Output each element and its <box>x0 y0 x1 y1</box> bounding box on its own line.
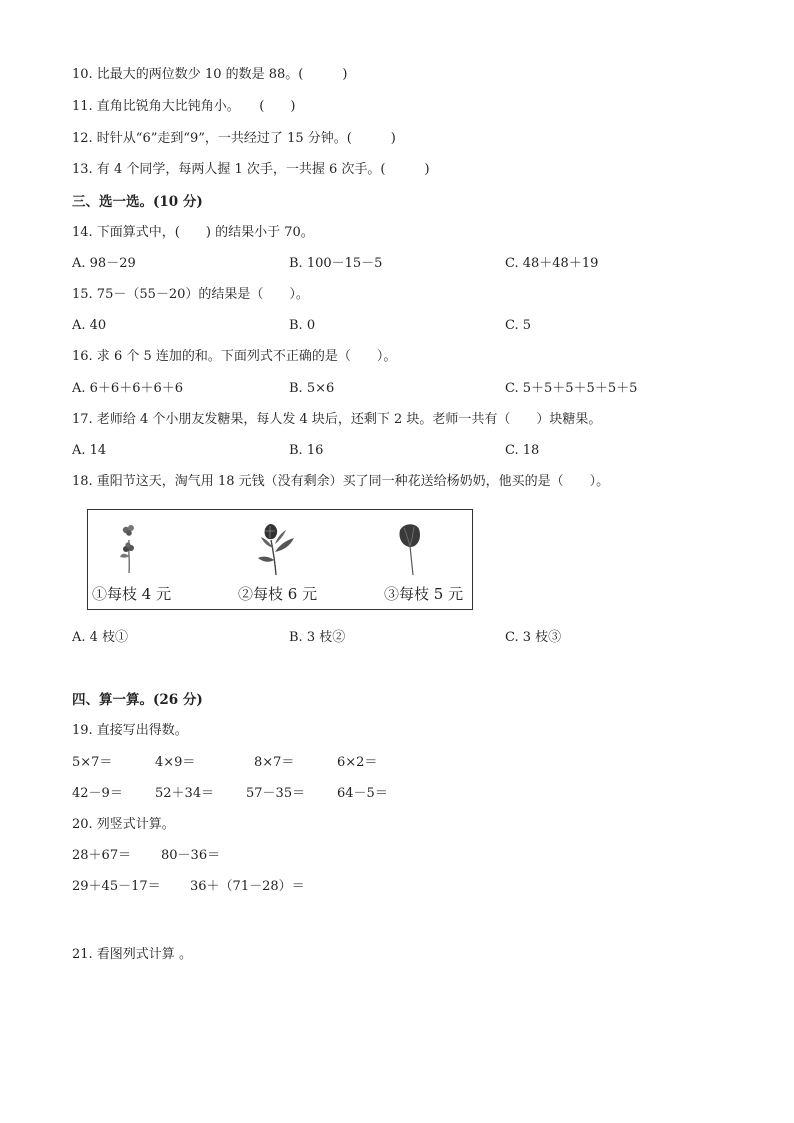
vertical-calc-item: 28＋67＝ <box>72 848 132 863</box>
question-14-option-c: C. 48＋48＋19 <box>505 256 599 271</box>
vertical-calc-item: 80－36＝ <box>161 848 221 863</box>
question-11: 11. 直角比锐角大比钝角小。 ( ) <box>72 99 296 114</box>
flower-1-price: ①每枝 4 元 <box>92 585 172 603</box>
question-18-option-c: C. 3 枝③ <box>505 630 562 645</box>
oral-calc-item: 6×2＝ <box>337 755 378 770</box>
oral-calc-item: 8×7＝ <box>254 755 295 770</box>
question-18-option-a: A. 4 枝① <box>72 630 129 645</box>
oral-calc-item: 52＋34＝ <box>155 786 215 801</box>
question-18-option-b: B. 3 枝② <box>289 630 346 645</box>
question-17-option-b: B. 16 <box>289 443 324 458</box>
question-12: 12. 时针从“6”走到“9”，一共经过了 15 分钟。( ) <box>72 131 396 146</box>
question-13: 13. 有 4 个同学，每两人握 1 次手，一共握 6 次手。( ) <box>72 162 430 177</box>
vertical-calc-item: 29＋45－17＝ <box>72 879 161 894</box>
question-19-stem: 19. 直接写出得数。 <box>72 723 188 738</box>
oral-calc-item: 4×9＝ <box>155 755 196 770</box>
question-20-stem: 20. 列竖式计算。 <box>72 817 175 832</box>
question-16-option-a: A. 6＋6＋6＋6＋6 <box>72 381 184 396</box>
question-21-stem: 21. 看图列式计算 。 <box>72 947 192 962</box>
section-3-title: 三、选一选。(10 分) <box>72 194 203 210</box>
question-16-stem: 16. 求 6 个 5 连加的和。下面列式不正确的是（ ）。 <box>72 349 397 364</box>
question-16-option-b: B. 5×6 <box>289 381 335 396</box>
flower-3-illustration <box>392 520 426 576</box>
question-16-option-c: C. 5＋5＋5＋5＋5＋5 <box>505 381 638 396</box>
question-15-option-a: A. 40 <box>72 318 107 333</box>
question-17-stem: 17. 老师给 4 个小朋友发糖果，每人发 4 块后，还剩下 2 块。老师一共有（ ）块糖果。 <box>72 412 602 427</box>
question-14-option-b: B. 100－15－5 <box>289 256 383 271</box>
question-14-option-a: A. 98－29 <box>72 256 136 271</box>
flower-3-price: ③每枝 5 元 <box>384 585 464 603</box>
section-4-title: 四、算一算。(26 分) <box>72 692 203 708</box>
vertical-calc-item: 36＋（71－28）＝ <box>190 879 305 894</box>
oral-calc-item: 57－35＝ <box>246 786 306 801</box>
question-10: 10. 比最大的两位数少 10 的数是 88。( ) <box>72 67 348 82</box>
question-15-option-b: B. 0 <box>289 318 316 333</box>
oral-calc-item: 42－9＝ <box>72 786 123 801</box>
flower-2-illustration <box>254 518 298 576</box>
question-15-option-c: C. 5 <box>505 318 532 333</box>
oral-calc-item: 5×7＝ <box>72 755 113 770</box>
oral-calc-item: 64－5＝ <box>337 786 388 801</box>
question-18-stem: 18. 重阳节这天，淘气用 18 元钱（没有剩余）买了同一种花送给杨奶奶，他买的是（ ）。 <box>72 474 610 489</box>
flower-price-figure <box>87 509 473 610</box>
flower-2-price: ②每枝 6 元 <box>238 585 318 603</box>
question-17-option-c: C. 18 <box>505 443 540 458</box>
question-17-option-a: A. 14 <box>72 443 107 458</box>
question-15-stem: 15. 75－（55－20）的结果是（ ）。 <box>72 287 309 302</box>
flower-1-illustration <box>114 522 144 574</box>
question-14-stem: 14. 下面算式中，( ) 的结果小于 70。 <box>72 225 314 240</box>
